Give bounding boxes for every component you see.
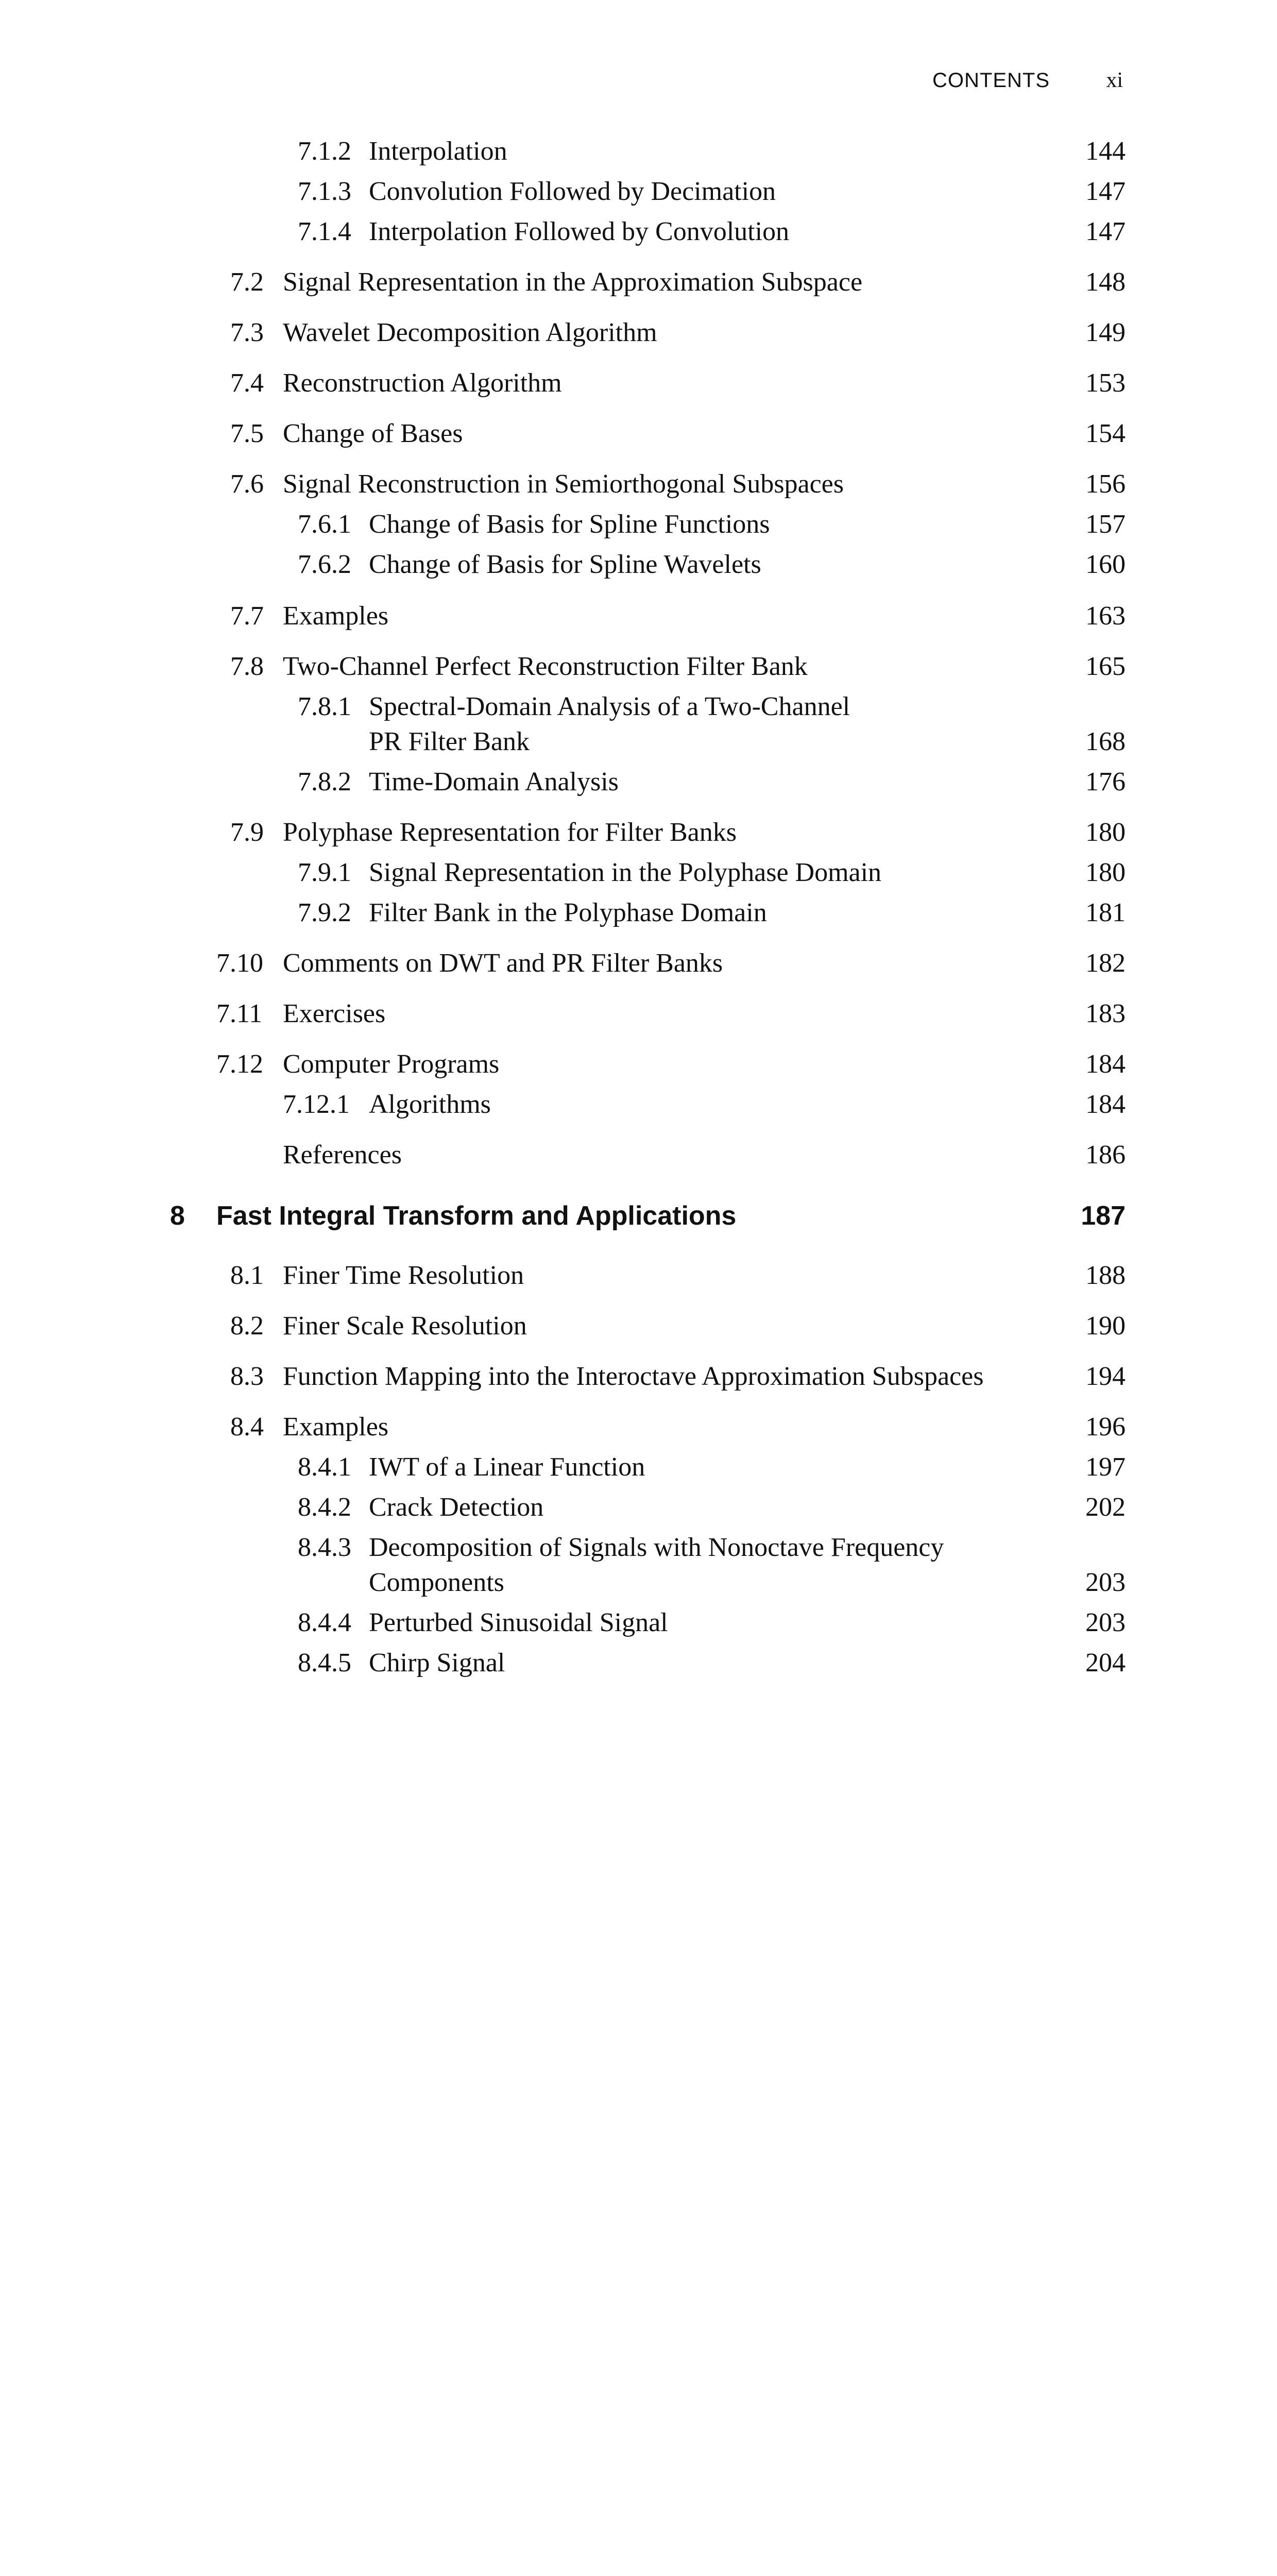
toc-entry-title: Reconstruction Algorithm: [283, 368, 562, 398]
toc-entry[interactable]: [0, 1411, 1277, 1444]
toc-entry-number: 7.4: [230, 368, 264, 398]
toc-entry-title: References: [283, 1140, 402, 1170]
toc-entry-number: 7.10: [216, 948, 263, 978]
toc-entry-number: 8.4: [230, 1412, 264, 1442]
toc-entry-number: 7.6.2: [298, 550, 351, 579]
toc-entry-title: Wavelet Decomposition Algorithm: [283, 318, 657, 347]
toc-entry-title: Convolution Followed by Decimation: [369, 177, 776, 206]
toc-entry-number: 7.8.1: [298, 692, 351, 721]
toc-entry-page: 163: [1085, 601, 1126, 631]
toc-entry[interactable]: [0, 135, 1277, 168]
toc-chapter-page: 187: [1081, 1201, 1126, 1231]
toc-entry-page: 149: [1085, 318, 1126, 347]
toc-entry-page: 183: [1085, 999, 1126, 1028]
toc-entry-number: 7.1.4: [298, 217, 351, 246]
toc-entry-number: 8.4.1: [298, 1452, 351, 1482]
toc-entry-page: 190: [1085, 1311, 1126, 1341]
toc-entry[interactable]: [0, 1310, 1277, 1343]
toc-entry-title: Change of Basis for Spline Wavelets: [369, 550, 761, 579]
toc-entry-number: 7.8: [230, 652, 264, 681]
toc-entry[interactable]: [0, 1491, 1277, 1524]
toc-entry-page: 147: [1085, 177, 1126, 206]
toc-entry-number: 7.8.2: [298, 767, 351, 796]
toc-entry-page: 181: [1085, 898, 1126, 927]
toc-entry-title: Interpolation Followed by Convolution: [369, 217, 790, 246]
toc-entry-page: 184: [1085, 1090, 1126, 1119]
toc-entry-title: Time-Domain Analysis: [369, 767, 619, 796]
toc-entry-title: Computer Programs: [283, 1049, 500, 1079]
toc-entry-number: 7.11: [216, 999, 263, 1028]
toc-entry-references[interactable]: [0, 1139, 1277, 1172]
toc-entry-page: 144: [1085, 137, 1126, 166]
toc-entry-title: Interpolation: [369, 137, 507, 166]
toc-entry-number: 7.1.3: [298, 177, 351, 206]
toc-entry-page: 156: [1085, 469, 1126, 499]
toc-entry-number: 7.9.1: [298, 858, 351, 887]
toc-entry[interactable]: [0, 947, 1277, 980]
toc-entry-title: Exercises: [283, 999, 386, 1028]
toc-entry[interactable]: [0, 316, 1277, 349]
toc-entry-title: Comments on DWT and PR Filter Banks: [283, 948, 723, 978]
toc-entry-page: 203: [1085, 1568, 1126, 1597]
toc-entry-number: 7.5: [230, 419, 264, 448]
toc-entry-number: 7.6.1: [298, 510, 351, 539]
toc-entry[interactable]: [0, 1647, 1277, 1680]
toc-entry[interactable]: [0, 1088, 1277, 1121]
toc-entry-title: Examples: [283, 601, 389, 631]
toc-entry-title-continuation: Components: [369, 1568, 504, 1597]
toc-entry-number: 8.4.4: [298, 1608, 351, 1637]
toc-entry-page: 165: [1085, 652, 1126, 681]
toc-entry-title: Finer Time Resolution: [283, 1261, 524, 1290]
toc-entry[interactable]: [0, 600, 1277, 633]
toc-entry-title: Change of Bases: [283, 419, 463, 448]
toc-entry-number: 7.12.1: [283, 1090, 350, 1119]
toc-entry[interactable]: [0, 367, 1277, 400]
toc-entry-number: 7.12: [216, 1049, 263, 1079]
toc-entry-page: 188: [1085, 1261, 1126, 1290]
toc-entry-page: 147: [1085, 217, 1126, 246]
toc-entry-title: Function Mapping into the Interoctave Approximation Subspaces: [283, 1362, 984, 1391]
toc-entry-page: 186: [1085, 1140, 1126, 1170]
toc-entry[interactable]: [0, 1451, 1277, 1484]
toc-entry-page: 197: [1085, 1452, 1126, 1482]
toc-entry-page: 194: [1085, 1362, 1126, 1391]
toc-chapter-number: 8: [170, 1201, 185, 1231]
toc-entry[interactable]: [0, 1360, 1277, 1393]
toc-entry[interactable]: [0, 1606, 1277, 1639]
toc-entry-title: Perturbed Sinusoidal Signal: [369, 1608, 668, 1637]
toc-entry-number: 8.4.2: [298, 1493, 351, 1522]
toc-entry[interactable]: [0, 508, 1277, 541]
toc-entry[interactable]: [0, 417, 1277, 450]
toc-entry-number: 7.9.2: [298, 898, 351, 927]
toc-entry-title: Signal Reconstruction in Semiorthogonal Subspaces: [283, 469, 844, 499]
toc-entry-title: Crack Detection: [369, 1493, 544, 1522]
toc-entry[interactable]: [0, 1048, 1277, 1081]
toc-entry-continuation-line[interactable]: [0, 725, 1277, 758]
toc-entry-page: 182: [1085, 948, 1126, 978]
toc-entry-title: Decomposition of Signals with Nonoctave Frequency: [369, 1533, 944, 1562]
toc-entry-page: 196: [1085, 1412, 1126, 1442]
toc-entry-title-continuation: PR Filter Bank: [369, 727, 530, 756]
running-head-title: CONTENTS: [932, 69, 1050, 92]
toc-entry-number: 7.3: [230, 318, 264, 347]
running-head-page-number: xi: [1106, 69, 1123, 92]
toc-entry[interactable]: [0, 766, 1277, 799]
toc-entry-title: Signal Representation in the Approximation Subspace: [283, 267, 863, 297]
toc-entry[interactable]: [0, 1531, 1277, 1564]
toc-entry-number: 8.1: [230, 1261, 264, 1290]
toc-entry-page: 180: [1085, 858, 1126, 887]
toc-entry[interactable]: [0, 997, 1277, 1030]
toc-entry-page: 148: [1085, 267, 1126, 297]
toc-entry[interactable]: [0, 548, 1277, 581]
toc-entry-title: Algorithms: [369, 1090, 491, 1119]
toc-entry-number: 8.3: [230, 1362, 264, 1391]
running-head: [907, 66, 1123, 102]
toc-entry-number: 7.7: [230, 601, 264, 631]
toc-entry-page: 204: [1085, 1648, 1126, 1677]
toc-entry-page: 202: [1085, 1493, 1126, 1522]
toc-entry[interactable]: [0, 215, 1277, 248]
toc-entry[interactable]: [0, 468, 1277, 501]
toc-entry-page: 153: [1085, 368, 1126, 398]
toc-entry-number: 8.4.5: [298, 1648, 351, 1677]
toc-entry-title: Finer Scale Resolution: [283, 1311, 527, 1341]
toc-entry[interactable]: [0, 816, 1277, 849]
toc-entry-page: 168: [1085, 727, 1126, 756]
toc-entry-title: Spectral-Domain Analysis of a Two-Channel: [369, 692, 850, 721]
toc-entry-title: Chirp Signal: [369, 1648, 505, 1677]
toc-entry[interactable]: [0, 690, 1277, 723]
toc-entry-page: 157: [1085, 510, 1126, 539]
toc-entry-page: 180: [1085, 818, 1126, 847]
toc-entry-number: 7.6: [230, 469, 264, 499]
toc-chapter-title: Fast Integral Transform and Applications: [216, 1201, 737, 1231]
toc-entry-number: 7.9: [230, 818, 264, 847]
toc-entry-title: Change of Basis for Spline Functions: [369, 510, 770, 539]
toc-entry-page: 160: [1085, 550, 1126, 579]
toc-entry[interactable]: [0, 650, 1277, 683]
toc-entry-title: Two-Channel Perfect Reconstruction Filter Bank: [283, 652, 808, 681]
toc-entry[interactable]: [0, 266, 1277, 299]
toc-entry-page: 203: [1085, 1608, 1126, 1637]
toc-entry-number: 8.2: [230, 1311, 264, 1341]
toc-entry[interactable]: [0, 1259, 1277, 1292]
toc-entry-title: Signal Representation in the Polyphase Domain: [369, 858, 882, 887]
toc-entry-title: IWT of a Linear Function: [369, 1452, 645, 1482]
toc-entry-page: 184: [1085, 1049, 1126, 1079]
toc-entry-page: 176: [1085, 767, 1126, 796]
toc-entry[interactable]: [0, 896, 1277, 929]
toc-entry[interactable]: [0, 856, 1277, 889]
toc-entry-page: 154: [1085, 419, 1126, 448]
toc-chapter-entry[interactable]: [0, 1199, 1277, 1232]
toc-entry-number: 7.2: [230, 267, 264, 297]
toc-entry-continuation-line[interactable]: [0, 1566, 1277, 1599]
toc-entry-number: 8.4.3: [298, 1533, 351, 1562]
toc-entry-title: Filter Bank in the Polyphase Domain: [369, 898, 767, 927]
toc-entry[interactable]: [0, 175, 1277, 208]
toc-entry-number: 7.1.2: [298, 137, 351, 166]
toc-entry-title: Polyphase Representation for Filter Banks: [283, 818, 737, 847]
toc-entry-title: Examples: [283, 1412, 389, 1442]
